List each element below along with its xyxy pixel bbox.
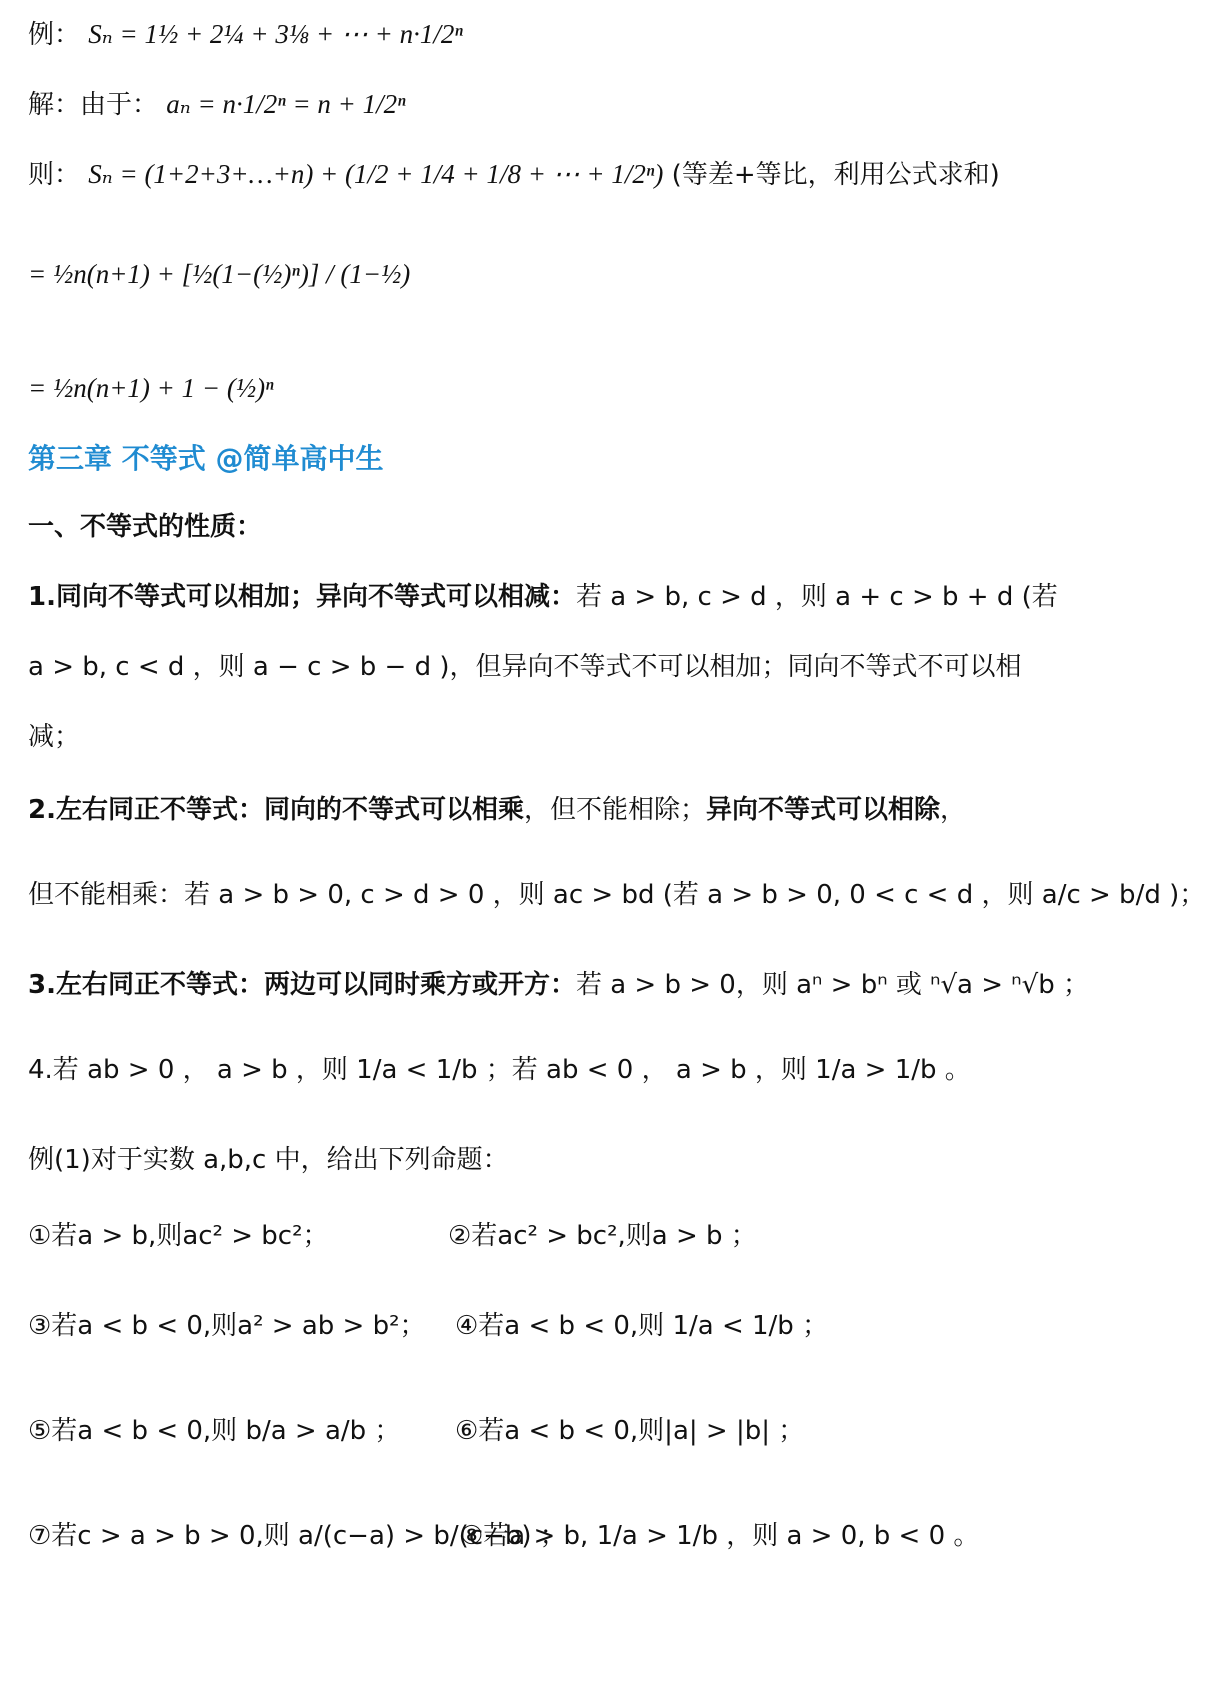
property-1-line-2: a > b, c < d ，则 a − c > b − d )，但异向不等式不可以相加；同向不等式不可以相 [28, 652, 1022, 682]
then-line [28, 158, 1000, 191]
proposition-1: ①若a > b,则ac² > bc²； [28, 1221, 329, 1251]
proposition-7: ⑦若c > a > b > 0,则 a/(c−a) > b/(c−b) ； [28, 1521, 566, 1551]
proposition-8: ⑧若a > b, 1/a > 1/b ，则 a > 0, b < 0 。 [460, 1521, 980, 1551]
property-2-line-1 [28, 795, 966, 826]
property-3-line [28, 970, 1089, 1001]
solution-label: 解：由于： [28, 90, 159, 120]
property-1-line-3: 减； [28, 722, 81, 752]
property-3-rest: 若 a > b > 0，则 aⁿ > bⁿ 或 ⁿ√a > ⁿ√b ； [575, 970, 1089, 1000]
proposition-3: ③若a < b < 0,则a² > ab > b²； [28, 1311, 426, 1341]
proposition-6: ⑥若a < b < 0,则|a| > |b| ； [455, 1416, 805, 1446]
chapter-heading: 第三章 不等式 @简单高中生 [28, 442, 384, 475]
solution-formula: aₙ = n·1/2ⁿ = n + 1/2ⁿ [166, 89, 406, 119]
property-2-bold-2: 异向不等式可以相除 [705, 795, 940, 825]
property-1-bold: 1.同向不等式可以相加；异向不等式可以相减： [28, 582, 576, 612]
then-label: 则： [28, 160, 81, 190]
derivation-step-2: = ½n(n+1) + 1 − (½)ⁿ [28, 373, 274, 403]
example-line [28, 18, 463, 51]
property-2-bold-1: 2.左右同正不等式：同向的不等式可以相乘 [28, 795, 524, 825]
solution-line [28, 88, 406, 121]
derivation-step-1: = ½n(n+1) + [½(1−(½)ⁿ)] / (1−½) [28, 259, 411, 289]
property-2-end: ， [940, 795, 967, 825]
property-3-bold: 3.左右同正不等式：两边可以同时乘方或开方： [28, 970, 576, 1000]
property-1-rest: 若 a > b, c > d ，则 a + c > b + d (若 [575, 582, 1058, 612]
section-title: 一、不等式的性质： [28, 512, 263, 542]
proposition-2: ②若ac² > bc²,则a > b ； [448, 1221, 757, 1251]
proposition-4: ④若a < b < 0,则 1/a < 1/b ； [455, 1311, 829, 1341]
then-formula: Sₙ = (1+2+3+…+n) + (1/2 + 1/4 + 1/8 + ⋯ + 1/2ⁿ) [88, 159, 664, 189]
property-2-mid: ，但不能相除； [523, 795, 706, 825]
property-4-line: 4.若 ab > 0 ， a > b ，则 1/a < 1/b ；若 ab < 0 ， a > b ，则 1/a > 1/b 。 [28, 1055, 971, 1085]
example-formula: Sₙ = 1½ + 2¼ + 3⅛ + ⋯ + n·1/2ⁿ [88, 19, 463, 49]
property-1-line-1 [28, 582, 1058, 613]
proposition-5: ⑤若a < b < 0,则 b/a > a/b ； [28, 1416, 401, 1446]
then-note: (等差+等比，利用公式求和) [671, 160, 1000, 190]
example-label: 例： [28, 20, 81, 50]
example-2-intro: 例(1)对于实数 a,b,c 中，给出下列命题： [28, 1145, 509, 1175]
property-2-line-2: 但不能相乘：若 a > b > 0, c > d > 0 ，则 ac > bd (若 a > b > 0, 0 < c < d ，则 a/c > b/d )； [28, 880, 1205, 910]
